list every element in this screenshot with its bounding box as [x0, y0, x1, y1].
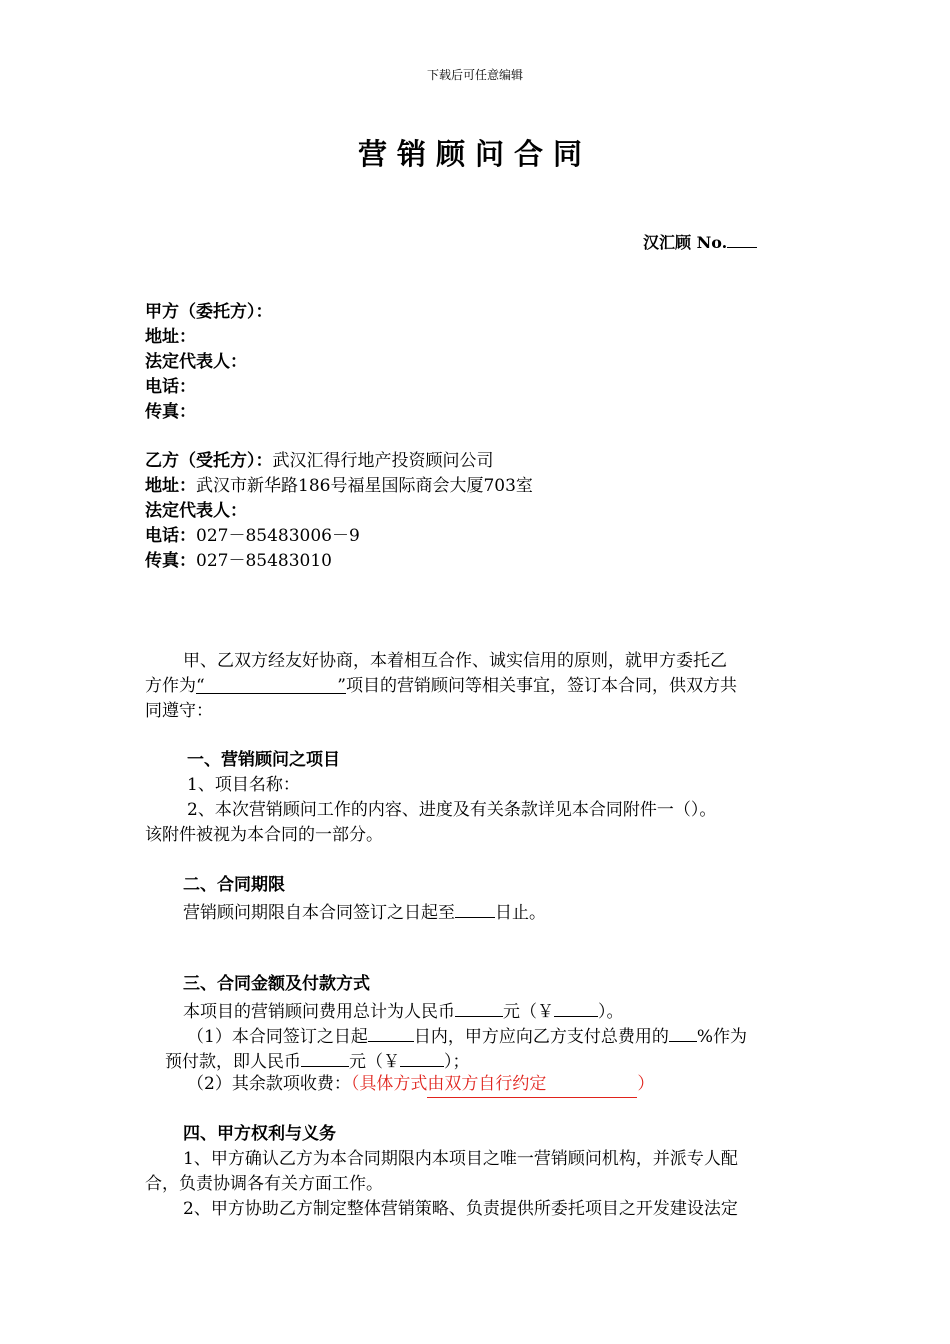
party-b-phone-label: 电话：	[145, 526, 196, 546]
section-4-item-2a: 2、甲方协助乙方制定整体营销策略、负责提供所委托项目之开发建设法定	[183, 1199, 738, 1219]
party-b-phone-row	[145, 524, 360, 549]
end-date-blank	[455, 898, 495, 918]
section-3-payment-2: （2）其余款项收费：（具体方式由双方自行约定 ）	[187, 1072, 654, 1098]
days-blank	[368, 1022, 414, 1042]
contract-number-blank	[727, 228, 757, 248]
section-1-item-2a: 2、本次营销顾问工作的内容、进度及有关条款详见本合同附件一（）。	[187, 800, 717, 820]
party-b-rep-label: 法定代表人：	[145, 501, 247, 521]
section-2-text: 营销顾问期限自本合同签订之日起至 日止。	[183, 898, 546, 926]
document-title: 营销顾问合同	[357, 137, 592, 171]
party-b-address-label: 地址：	[145, 476, 196, 496]
party-b-fax-label: 传真：	[145, 551, 196, 571]
total-amount-blank	[455, 997, 503, 1017]
percent-blank	[669, 1022, 697, 1042]
payment-method-red-text: 由双方自行约定	[427, 1072, 637, 1098]
party-b-address-row	[145, 474, 533, 499]
party-b-phone: 027－85483006－9	[196, 526, 360, 546]
party-a-fax-label: 传真：	[145, 402, 196, 422]
total-amount-figure-blank	[554, 997, 598, 1017]
section-1-item-2b: 该附件被视为本合同的一部分。	[145, 825, 383, 845]
section-1-item-1: 1、项目名称：	[187, 775, 300, 795]
party-b-fax: 027－85483010	[196, 551, 332, 571]
intro-line-3: 同遵守：	[145, 701, 213, 721]
section-3-payment-1: （1）本合同签订之日起 日内，甲方应向乙方支付总费用的 %作为	[187, 1022, 747, 1050]
advance-figure-blank	[400, 1047, 444, 1067]
section-1-heading: 一、营销顾问之项目	[187, 750, 340, 770]
party-b-label: 乙方（受托方）：	[145, 451, 273, 471]
intro-line-1: 甲、乙双方经友好协商，本着相互合作、诚实信用的原则，就甲方委托乙	[183, 651, 727, 671]
party-b-fax-row	[145, 549, 332, 574]
section-3-payment-1b: 预付款，即人民币 元（￥ ）；	[165, 1047, 470, 1075]
party-b-name: 武汉汇得行地产投资顾问公司	[272, 451, 494, 471]
project-name-blank: “ ”	[196, 676, 346, 696]
party-a-label: 甲方（委托方）：	[145, 302, 273, 322]
header-note: 下载后可任意编辑	[426, 68, 523, 82]
section-4-item-1a: 1、甲方确认乙方为本合同期限内本项目之唯一营销顾问机构，并派专人配	[183, 1149, 738, 1169]
section-3-heading: 三、合同金额及付款方式	[183, 974, 370, 994]
section-4-heading: 四、甲方权利与义务	[183, 1124, 336, 1144]
section-4-item-1b: 合，负责协调各有关方面工作。	[145, 1174, 383, 1194]
party-a-address-label: 地址：	[145, 327, 196, 347]
payment-method-red-open: （具体方式	[350, 1074, 428, 1094]
advance-amount-blank	[301, 1047, 349, 1067]
section-3-total: 本项目的营销顾问费用总计为人民币 元（￥ ）。	[183, 997, 624, 1025]
section-2-heading: 二、合同期限	[183, 875, 285, 895]
party-b-row	[145, 449, 494, 474]
intro-line-2: 方作为“ ” 项目的营销顾问等相关事宜，签订本合同，供双方共	[145, 676, 737, 696]
party-a-phone-label: 电话：	[145, 377, 196, 397]
contract-number: 汉汇顾 No.	[643, 228, 757, 253]
party-a-rep-label: 法定代表人：	[145, 352, 247, 372]
party-b-address: 武汉市新华路186号福星国际商会大厦703室	[196, 476, 533, 496]
